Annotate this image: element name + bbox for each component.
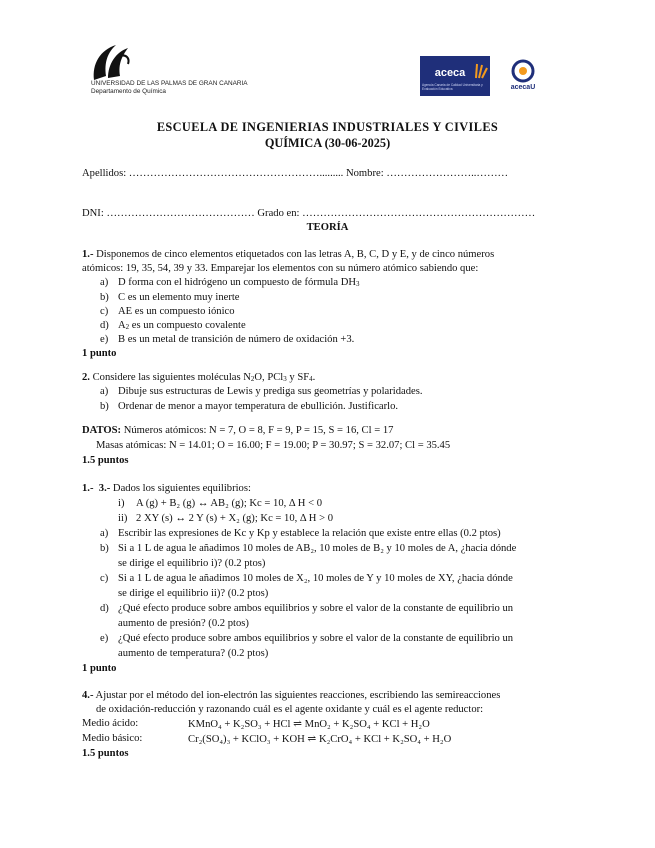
q3-item-d [100,603,514,614]
section-title: TEORÍA [306,222,349,233]
item-text: ¿Qué efecto produce sobre ambos equilibrios y sobre el valor de la constante de equilibrio un [118,633,514,644]
datos-label: DATOS: [82,425,122,436]
accreditation-subtitle: Agencia Canaria de Calidad Universitaria y Evaluación Educativa [422,83,483,91]
item-text-pre: A [118,320,126,331]
q1-text-1: Disponemos de cinco elementos etiquetados con las letras A, B, C, D y E, y de cinco números [93,249,495,260]
q3-number-2: 3.- [98,483,111,494]
item-text: Si a 1 L de agua le añadimos 10 moles de X₂, 10 moles de Y y 10 moles de XY, ¿hacia dónde [118,573,513,584]
q3-number-1: 1.- [82,483,94,494]
item-label: b) [100,543,109,554]
subscript: 4 [309,375,313,383]
item-text: Si a 1 L de agua le añadimos 10 moles de AB₂, 10 moles de B₂ y 10 moles de A, ¿hacia dónde [118,543,517,554]
acid-label: Medio ácido: [82,718,139,729]
university-emblem-icon [86,42,146,82]
item-text: ¿Qué efecto produce sobre ambos equilibrios y sobre el valor de la constante de equilibrio un [118,603,514,614]
q1-line2: atómicos: 19, 35, 54, 39 y 33. Emparejar los elementos con su número atómico sabiendo que: [82,263,479,274]
school-title: ESCUELA DE INGENIERIAS INDUSTRIALES Y CIVILES [156,120,499,134]
subscript: 3 [356,280,360,288]
q1-item-d [100,320,246,331]
dni-label: DNI: [82,208,104,219]
item-label: i) [118,498,125,509]
accreditation-name: aceca [434,67,466,79]
q3-item-c [100,573,513,584]
sunburst-icon [474,62,488,80]
university-name: UNIVERSIDAD DE LAS PALMAS DE GRAN CANARIA [91,80,248,87]
q3-intro [82,483,251,494]
q3-item-e-cont: aumento de temperatura? (0.2 ptos) [118,648,269,659]
q1-points: 1 punto [82,348,117,359]
q4-text-1: Ajustar por el método del ion-electrón las siguientes reacciones, escribiendo las semireacciones [93,690,501,701]
datos-text: Números atómicos: N = 7, O = 8, F = 9, P = 15, S = 16, Cl = 17 [121,425,394,436]
q3-item-c-cont: se dirige el equilibrio ii)? (0.2 ptos) [118,588,269,599]
item-label: e) [100,633,109,644]
q2-datos-line2: Masas atómicas: N = 14.01; O = 16.00; F = 19.00; P = 30.97; S = 32.07; Cl = 35.45 [96,440,451,451]
q3-item-e [100,633,514,644]
subscript: 3 [283,375,287,383]
q2-item-a [100,386,423,397]
q3-item-b [100,543,517,554]
item-text-main: es un compuesto covalente [129,320,246,331]
subscript: 2 [250,375,255,383]
grado-label: Grado en: [257,208,300,219]
q3-points: 1 punto [82,663,117,674]
q1-line1 [82,249,494,260]
apellidos-field[interactable]: ………………………………………………......... [128,168,344,179]
item-label: e) [100,334,109,345]
item-label: a) [100,528,109,539]
nombre-label: Nombre: [345,168,384,179]
apellidos-row [82,168,508,179]
item-label: ii) [118,513,128,524]
item-text: Dibuje sus estructuras de Lewis y prediga sus geometrías y polaridades. [118,386,423,397]
accreditation-badge [420,56,490,96]
q3-eq-i [118,498,323,509]
item-label: c) [100,573,109,584]
q4-acid-row [82,718,430,730]
q1-number: 1.- [82,249,94,260]
q1-item-b [100,292,240,303]
department-name: Departamento de Química [91,88,166,95]
q2-text-d: . [312,372,316,383]
dni-field[interactable]: …………………………………… [106,208,255,219]
q3-eq-ii [118,513,334,524]
q4-points: 1.5 puntos [82,748,129,759]
subscript: 2 [125,323,130,331]
q4-number: 4.- [82,690,94,701]
dni-row [82,208,535,219]
item-text: A (g) + B₂ (g) ↔ AB₂ (g); Kc = 10, Δ H < 0 [136,498,323,509]
basic-equation: Cr₂(SO₄)₃ + KClO₃ + KOH ⇌ K₂CrO₄ + KCl + K₂SO₄ + H₂O [188,734,452,745]
item-text: 2 XY (s) ↔ 2 Y (s) + X₂ (g); Kc = 10, Δ H > 0 [136,513,334,524]
grado-field[interactable]: ………………………………………………………… [302,208,536,219]
exam-title: QUÍMICA (30-06-2025) [264,136,391,150]
item-text: C es un elemento muy inerte [118,292,240,303]
q3-item-a [100,528,501,539]
q2-text-b: O, PCl [254,372,284,383]
item-text: Ordenar de menor a mayor temperatura de ebullición. Justificarlo. [118,401,399,412]
accreditation-logo [420,56,554,96]
item-label: b) [100,401,109,412]
q1-item-e [100,334,355,345]
q4-line2: de oxidación-reducción y razonando cuál es el agente oxidante y cuál es el agente reductor: [96,704,484,715]
nombre-field[interactable]: ……………………..……… [386,168,509,179]
q3-intro-text: Dados los siguientes equilibrios: [110,483,251,494]
item-text: AE es un compuesto iónico [118,306,235,317]
q1-item-c [100,306,235,317]
apellidos-label: Apellidos: [82,168,127,179]
q2-text-c: y SF [286,372,310,383]
item-text: B es un metal de transición de número de oxidación +3. [118,334,355,345]
item-text-main: D forma con el hidrógeno un compuesto de fórmula DH [118,277,357,288]
item-label: d) [100,320,109,331]
acid-equation: KMnO₄ + K₂SO₃ + HCl ⇌ MnO₂ + K₂SO₄ + KCl + H₂O [188,719,430,730]
item-text [118,277,360,288]
q4-basic-row [82,733,452,745]
q2-text-a: Considere las siguientes moléculas N [89,372,251,383]
basic-label: Medio básico: [82,733,143,744]
item-label: a) [100,277,109,288]
accreditation-name-secondary: acecaU [510,84,536,91]
q2-line1 [82,372,315,383]
q2-datos-line1 [82,425,393,436]
university-logo [86,42,261,106]
q2-number: 2. [82,372,90,383]
q4-line1 [82,690,500,701]
q1-item-a [100,277,360,288]
item-label: b) [100,292,109,303]
item-label: c) [100,306,109,317]
q3-item-d-cont: aumento de presión? (0.2 ptos) [118,618,249,629]
accreditation-seal-icon [510,58,536,84]
item-label: a) [100,386,109,397]
q2-item-b [100,401,399,412]
q2-points: 1.5 puntos [82,455,129,466]
item-text [118,320,246,331]
q3-item-b-cont: se dirige el equilibrio i)? (0.2 ptos) [118,558,266,569]
item-text: Escribir las expresiones de Kc y Kp y establece la relación que existe entre ellas (0.2 ptos) [118,528,501,539]
item-label: d) [100,603,109,614]
